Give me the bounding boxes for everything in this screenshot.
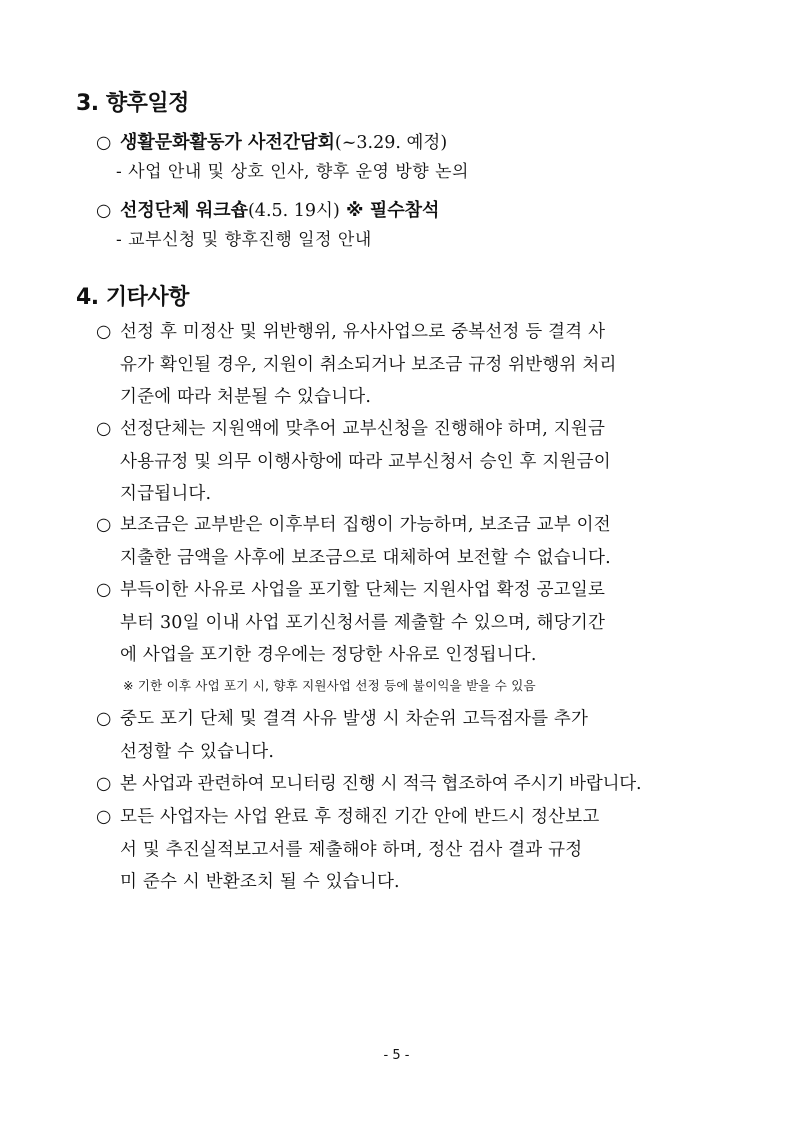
- section-title-schedule: 3. 향후일정: [76, 91, 189, 116]
- schedule-item-detail: - 사업 안내 및 상호 인사, 향후 운영 방향 논의: [116, 162, 469, 182]
- mandatory-attendance-mark: ※ 필수참석: [339, 200, 440, 221]
- bullet-symbol: ○: [96, 201, 112, 221]
- bullet-symbol: ○: [96, 419, 112, 439]
- schedule-item-title: 선정단체 워크숍: [120, 200, 248, 221]
- section-title-other: 4. 기타사항: [76, 285, 189, 310]
- bullet-symbol: ○: [96, 807, 112, 827]
- paragraph-line: 지급됩니다.: [120, 484, 212, 504]
- paragraph-line: ○ 중도 포기 단체 및 결격 사유 발생 시 차순위 고득점자를 추가: [96, 703, 716, 736]
- notice-paragraph: [96, 574, 716, 672]
- paragraph-line: 지출한 금액을 사후에 보조금으로 대체하여 보전할 수 없습니다.: [120, 547, 611, 568]
- withdrawal-note: ※ 기한 이후 사업 포기 시, 향후 지원사업 선정 등에 불이익을 받을 수 있음: [123, 678, 536, 693]
- paragraph-line: ○ 보조금은 교부받은 이후부터 집행이 가능하며, 보조금 교부 이전: [96, 509, 716, 542]
- notice-paragraph: [96, 801, 716, 899]
- bullet-symbol: ○: [96, 322, 112, 342]
- bullet-symbol: ○: [96, 774, 112, 794]
- paragraph-line: ○ 선정 후 미정산 및 위반행위, 유사사업으로 중복선정 등 결격 사: [96, 316, 716, 349]
- paragraph-line: ○ 본 사업과 관련하여 모니터링 진행 시 적극 협조하여 주시기 바랍니다.: [96, 768, 716, 801]
- schedule-item-title: 생활문화활동가 사전간담회: [120, 132, 335, 153]
- notice-paragraph: [96, 316, 716, 414]
- paragraph-line: 선정할 수 있습니다.: [120, 741, 275, 762]
- notice-paragraph: [96, 768, 716, 801]
- paragraph-line: 유가 확인될 경우, 지원이 취소되거나 보조금 규정 위반행위 처리: [120, 354, 617, 375]
- schedule-item-workshop: [96, 195, 439, 227]
- bullet-symbol: ○: [96, 133, 112, 153]
- paragraph-line: 미 준수 시 반환조치 될 수 있습니다.: [120, 872, 400, 892]
- bullet-symbol: ○: [96, 709, 112, 729]
- bullet-symbol: ○: [96, 515, 112, 535]
- paragraph-line: ○ 부득이한 사유로 사업을 포기할 단체는 지원사업 확정 공고일로: [96, 574, 716, 607]
- paragraph-line: 기준에 따라 처분될 수 있습니다.: [120, 387, 372, 407]
- notice-paragraph: [96, 509, 716, 574]
- paragraph-line: 부터 30일 이내 사업 포기신청서를 제출할 수 있으며, 해당기간: [120, 612, 606, 633]
- schedule-item-date: (4.5. 19시): [247, 201, 340, 221]
- bullet-symbol: ○: [96, 580, 112, 600]
- paragraph-line: ○ 모든 사업자는 사업 완료 후 정해진 기간 안에 반드시 정산보고: [96, 801, 716, 834]
- schedule-item-detail: - 교부신청 및 향후진행 일정 안내: [116, 230, 372, 250]
- paragraph-line: 에 사업을 포기한 경우에는 정당한 사유로 인정됩니다.: [120, 645, 537, 665]
- paragraph-line: ○ 선정단체는 지원액에 맞추어 교부신청을 진행해야 하며, 지원금: [96, 413, 716, 446]
- paragraph-line: 사용규정 및 의무 이행사항에 따라 교부신청서 승인 후 지원금이: [120, 451, 611, 472]
- schedule-item-meeting: [96, 127, 447, 159]
- notice-paragraph: [96, 413, 716, 511]
- schedule-item-date: (~3.29. 예정): [334, 133, 448, 153]
- paragraph-line: 서 및 추진실적보고서를 제출해야 하며, 정산 검사 결과 규정: [120, 839, 583, 860]
- page-number: - 5 -: [383, 1048, 410, 1063]
- notice-paragraph: [96, 703, 716, 768]
